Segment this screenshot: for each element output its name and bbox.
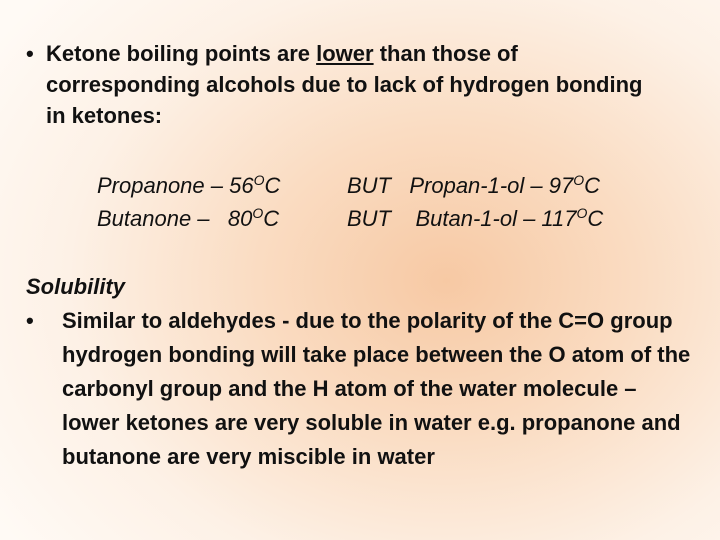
unit-c: C (587, 206, 604, 231)
propanol-bp (347, 170, 600, 202)
butanol-label: Butan-1-ol – 117 (409, 206, 577, 231)
bullet-marker: • (26, 308, 34, 333)
butanol-bp (347, 203, 603, 235)
degree-mark: O (576, 205, 588, 221)
degree-mark: O (252, 205, 264, 221)
unit-c: C (584, 173, 601, 198)
bullet-text (46, 38, 666, 131)
butanone-bp (97, 203, 279, 235)
propanone-bp (97, 170, 280, 202)
solubility-text: Similar to aldehydes - due to the polarity of the C=O group hydrogen bonding will take place between the O atom of the carbonyl group and the H atom of the water molecule – lower ketones are very soluble in water e.g. propanone and butanone are very miscible in water (62, 308, 691, 469)
degree-mark: O (253, 172, 265, 188)
unit-c: C (264, 173, 281, 198)
bullet-marker: • (26, 41, 34, 66)
bullet-text-end: than those of corresponding alcohols due to lack of hydrogen bonding in ketones: (46, 41, 643, 128)
but-connector: BUT (347, 206, 391, 231)
degree-mark: O (573, 172, 585, 188)
butanone-label: Butanone – 80 (97, 206, 253, 231)
solubility-heading: Solubility (26, 274, 125, 299)
underlined-word: lower (316, 41, 374, 66)
unit-c: C (263, 206, 280, 231)
boiling-point-bullet (26, 38, 666, 131)
bullet-text-start: Ketone boiling points are (46, 41, 317, 66)
but-connector: BUT (347, 173, 391, 198)
propanone-label: Propanone – 56 (97, 173, 254, 198)
propanol-label: Propan-1-ol – 97 (409, 173, 574, 198)
solubility-bullet (26, 304, 696, 474)
